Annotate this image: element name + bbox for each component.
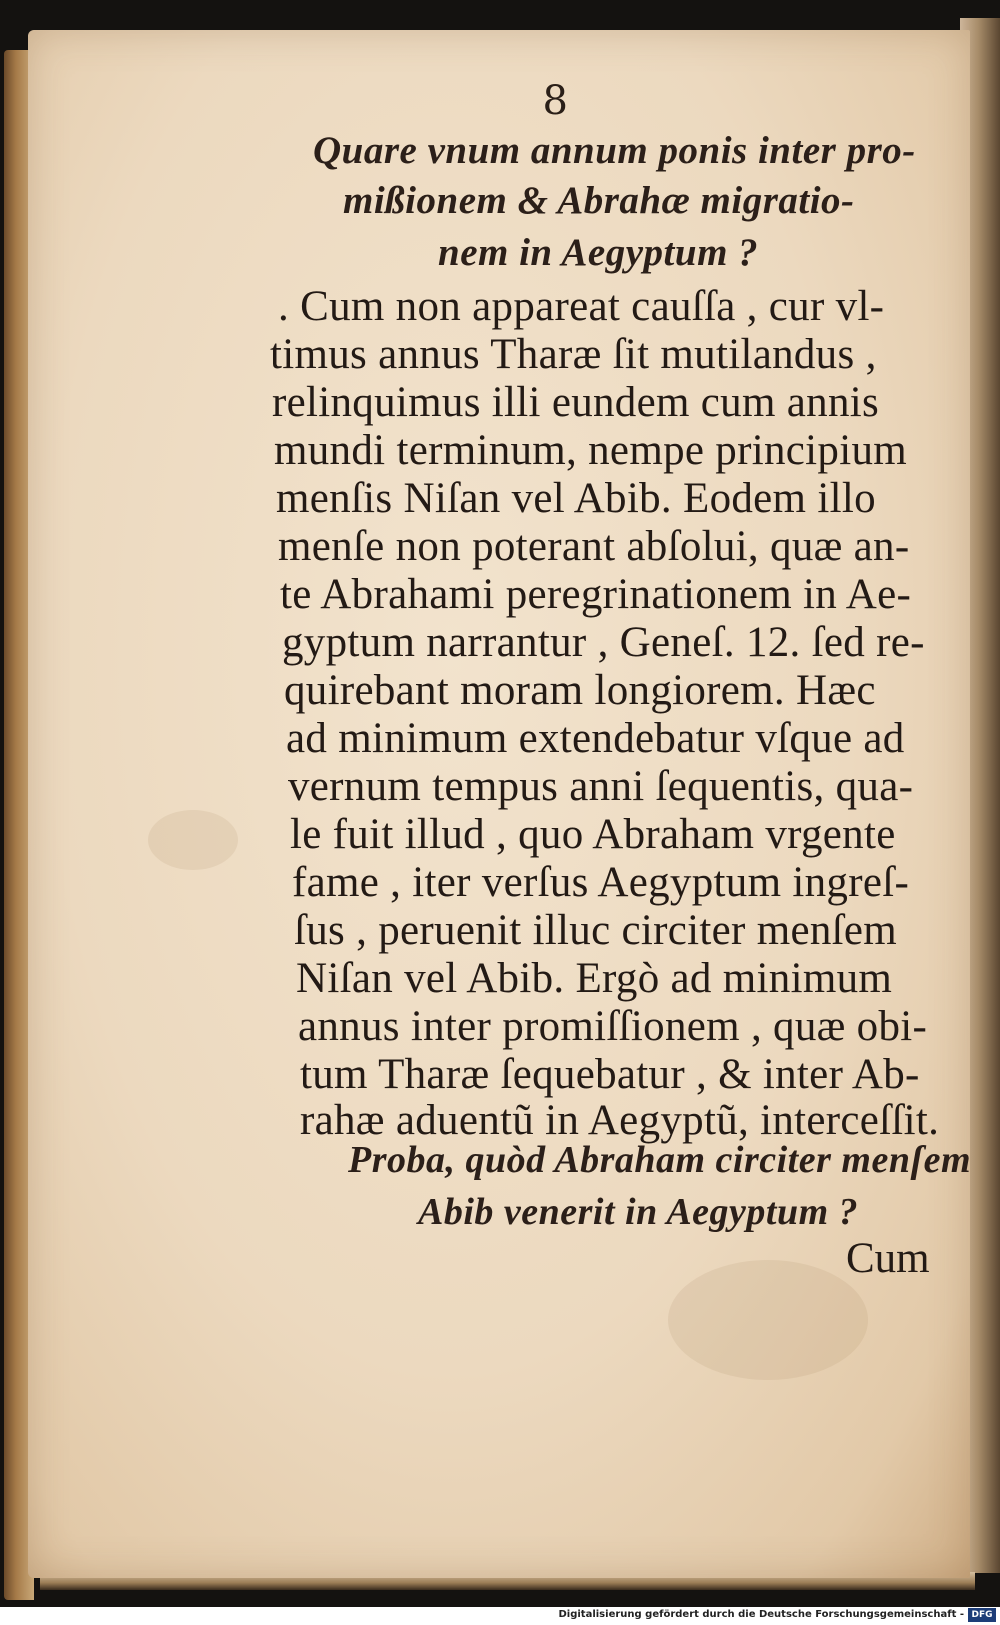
paper-stain: [148, 810, 238, 870]
heading-line: Proba, quòd Abraham circiter menſem: [348, 1139, 972, 1181]
body-text-line: timus annus Tharæ ſit mutilandus ,: [270, 331, 877, 378]
body-text-line: relinquimus illi eundem cum annis: [272, 379, 880, 426]
body-text-line: Niſan vel Abib. Ergò ad minimum: [296, 955, 893, 1002]
body-text-line: mundi terminum, nempe principium: [274, 427, 907, 474]
heading-line: Quare vnum annum ponis inter pro-: [313, 129, 916, 172]
heading-line: nem in Aegyptum ?: [438, 231, 759, 274]
heading-line: Abib venerit in Aegyptum ?: [418, 1191, 859, 1233]
digitization-credit: Digitalisierung gefördert durch die Deutsche Forschungsgemeinschaft -: [558, 1609, 964, 1620]
paper-stain: [668, 1260, 868, 1380]
page-leaf: [28, 30, 970, 1578]
body-text-line: vernum tempus anni ſequentis, qua-: [288, 763, 914, 810]
body-text-line: te Abrahami peregrinationem in Ae-: [280, 571, 912, 618]
body-text-line: tum Tharæ ſequebatur , & inter Ab-: [300, 1051, 920, 1098]
dfg-logo-icon: DFG: [968, 1608, 996, 1622]
body-text-line: ad minimum extendebatur vſque ad: [286, 715, 905, 762]
page-number: 8: [542, 78, 568, 124]
body-text-line: menſis Niſan vel Abib. Eodem illo: [276, 475, 876, 522]
body-text-line: menſe non poterant abſolui, quæ an-: [278, 523, 910, 570]
body-text-line: . Cum non appareat cauſſa , cur vl-: [278, 283, 885, 330]
body-text-line: quirebant moram longiorem. Hæc: [284, 667, 876, 714]
body-text-line: fame , iter verſus Aegyptum ingreſ-: [292, 859, 910, 906]
heading-line: mißionem & Abrahæ migratio-: [343, 179, 855, 222]
body-text-line: annus inter promiſſionem , quæ obi-: [298, 1003, 928, 1050]
body-text-line: rahæ aduentũ in Aegyptũ, interceſſit.: [300, 1097, 940, 1144]
body-text-line: gyptum narrantur , Geneſ. 12. ſed re-: [282, 619, 925, 666]
catchword: Cum: [846, 1235, 930, 1282]
body-text-line: le fuit illud , quo Abraham vrgente: [290, 811, 896, 858]
body-text-line: ſus , peruenit illuc circiter menſem: [294, 907, 898, 954]
